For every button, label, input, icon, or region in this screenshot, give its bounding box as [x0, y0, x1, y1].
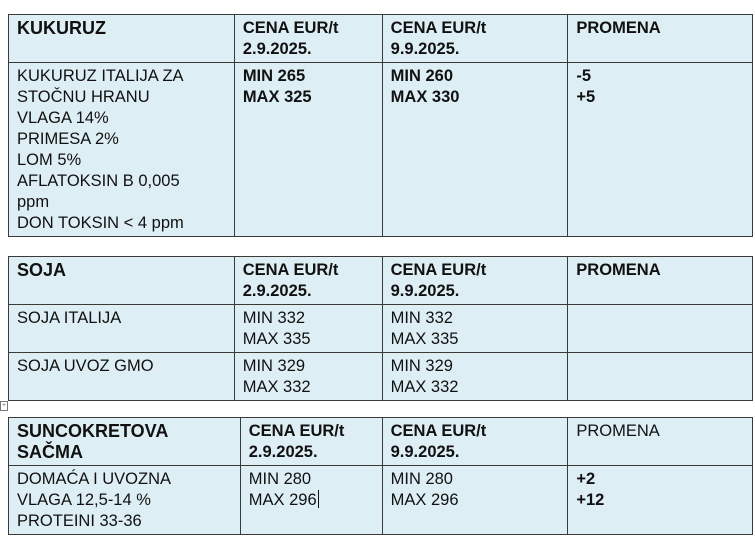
price-date2-cell [382, 305, 568, 353]
price-date2-cell [382, 466, 568, 535]
max-price: MAX 335 [390, 330, 459, 348]
text-cursor [318, 490, 319, 508]
product-header: SOJA [9, 257, 235, 305]
description-line: SOJA UVOZ GMO [17, 357, 154, 375]
product-description-cell [9, 466, 241, 535]
header-date-line: 2.9.2025. [242, 282, 312, 300]
price-date2-header [382, 15, 568, 63]
description-line: VLAGA 14% [17, 109, 109, 127]
table-header-row [9, 257, 753, 305]
max-price: MAX 335 [242, 330, 311, 348]
price-date1-header [234, 257, 382, 305]
description-line: DON TOKSIN < 4 ppm [17, 214, 184, 232]
price-date2-cell [382, 353, 568, 401]
table-move-handle-icon[interactable]: + [0, 401, 8, 411]
max-price-line [249, 490, 374, 511]
min-change: +2 [576, 470, 596, 488]
table-row [9, 305, 753, 353]
header-date-line: 9.9.2025. [390, 282, 460, 300]
max-price: MAX 332 [242, 378, 311, 396]
price-date1-cell [234, 63, 382, 237]
description-line: AFLATOKSIN B 0,005 [17, 172, 180, 190]
table-header-row [9, 15, 753, 63]
header-line: SUNCOKRETOVA [17, 421, 169, 441]
description-line: LOM 5% [17, 151, 82, 169]
corn-price-table [8, 14, 753, 237]
change-cell [568, 353, 753, 401]
max-price: MAX 330 [390, 88, 460, 106]
table-row [9, 63, 753, 237]
product-header [9, 418, 241, 466]
min-price: MIN 329 [242, 357, 306, 375]
description-line: PRIMESA 2% [17, 130, 119, 148]
table-header-row [9, 418, 753, 466]
sunflower-meal-price-table [8, 417, 753, 535]
description-line: SOJA ITALIJA [17, 309, 122, 327]
header-label-line: CENA EUR/t [242, 261, 339, 279]
max-change: +5 [576, 88, 596, 106]
header-label-line: CENA EUR/t [390, 422, 487, 440]
min-price: MIN 280 [248, 470, 312, 488]
min-price: MIN 280 [390, 470, 453, 488]
table-row [9, 353, 753, 401]
header-date-line: 2.9.2025. [242, 40, 312, 58]
min-change: -5 [576, 67, 591, 85]
description-line: ppm [17, 193, 50, 211]
description-line: PROTEINI 33-36 [17, 512, 142, 530]
price-date1-cell [234, 305, 382, 353]
max-price: MAX 296 [390, 491, 459, 509]
max-price: MAX 296 [248, 491, 317, 509]
description-line: VLAGA 12,5-14 % [17, 491, 151, 509]
max-change: +12 [576, 491, 605, 509]
table-row [9, 466, 753, 535]
change-header: PROMENA [568, 418, 753, 466]
change-cell [568, 466, 753, 535]
header-label-line: CENA EUR/t [248, 422, 345, 440]
change-cell [568, 305, 753, 353]
product-header: KUKURUZ [9, 15, 235, 63]
product-description-cell [9, 63, 235, 237]
price-date2-header [382, 418, 568, 466]
price-date1-cell[interactable] [240, 466, 382, 535]
min-price: MIN 329 [390, 357, 453, 375]
min-price: MIN 332 [390, 309, 453, 327]
price-date1-header [234, 15, 382, 63]
description-line: KUKURUZ ITALIJA ZA [17, 67, 184, 85]
header-label-line: CENA EUR/t [390, 261, 487, 279]
product-description-cell [9, 353, 235, 401]
max-price: MAX 325 [242, 88, 312, 106]
description-line: DOMAĆA I UVOZNA [17, 470, 172, 488]
price-date1-header [240, 418, 382, 466]
price-date1-cell [234, 353, 382, 401]
max-price: MAX 332 [390, 378, 459, 396]
header-date-line: 9.9.2025. [390, 40, 460, 58]
price-date2-cell [382, 63, 568, 237]
header-label-line: CENA EUR/t [242, 19, 339, 37]
price-date2-header [382, 257, 568, 305]
min-price: MIN 265 [242, 67, 306, 85]
description-line: STOČNU HRANU [17, 88, 150, 106]
change-cell [568, 63, 753, 237]
soy-price-table [8, 256, 753, 401]
change-header: PROMENA [568, 15, 753, 63]
change-header: PROMENA [568, 257, 753, 305]
header-label-line: CENA EUR/t [390, 19, 487, 37]
header-date-line: 9.9.2025. [390, 443, 460, 461]
product-description-cell [9, 305, 235, 353]
header-date-line: 2.9.2025. [248, 443, 318, 461]
min-price: MIN 332 [242, 309, 306, 327]
header-line: SAČMA [17, 442, 83, 462]
min-price: MIN 260 [390, 67, 454, 85]
